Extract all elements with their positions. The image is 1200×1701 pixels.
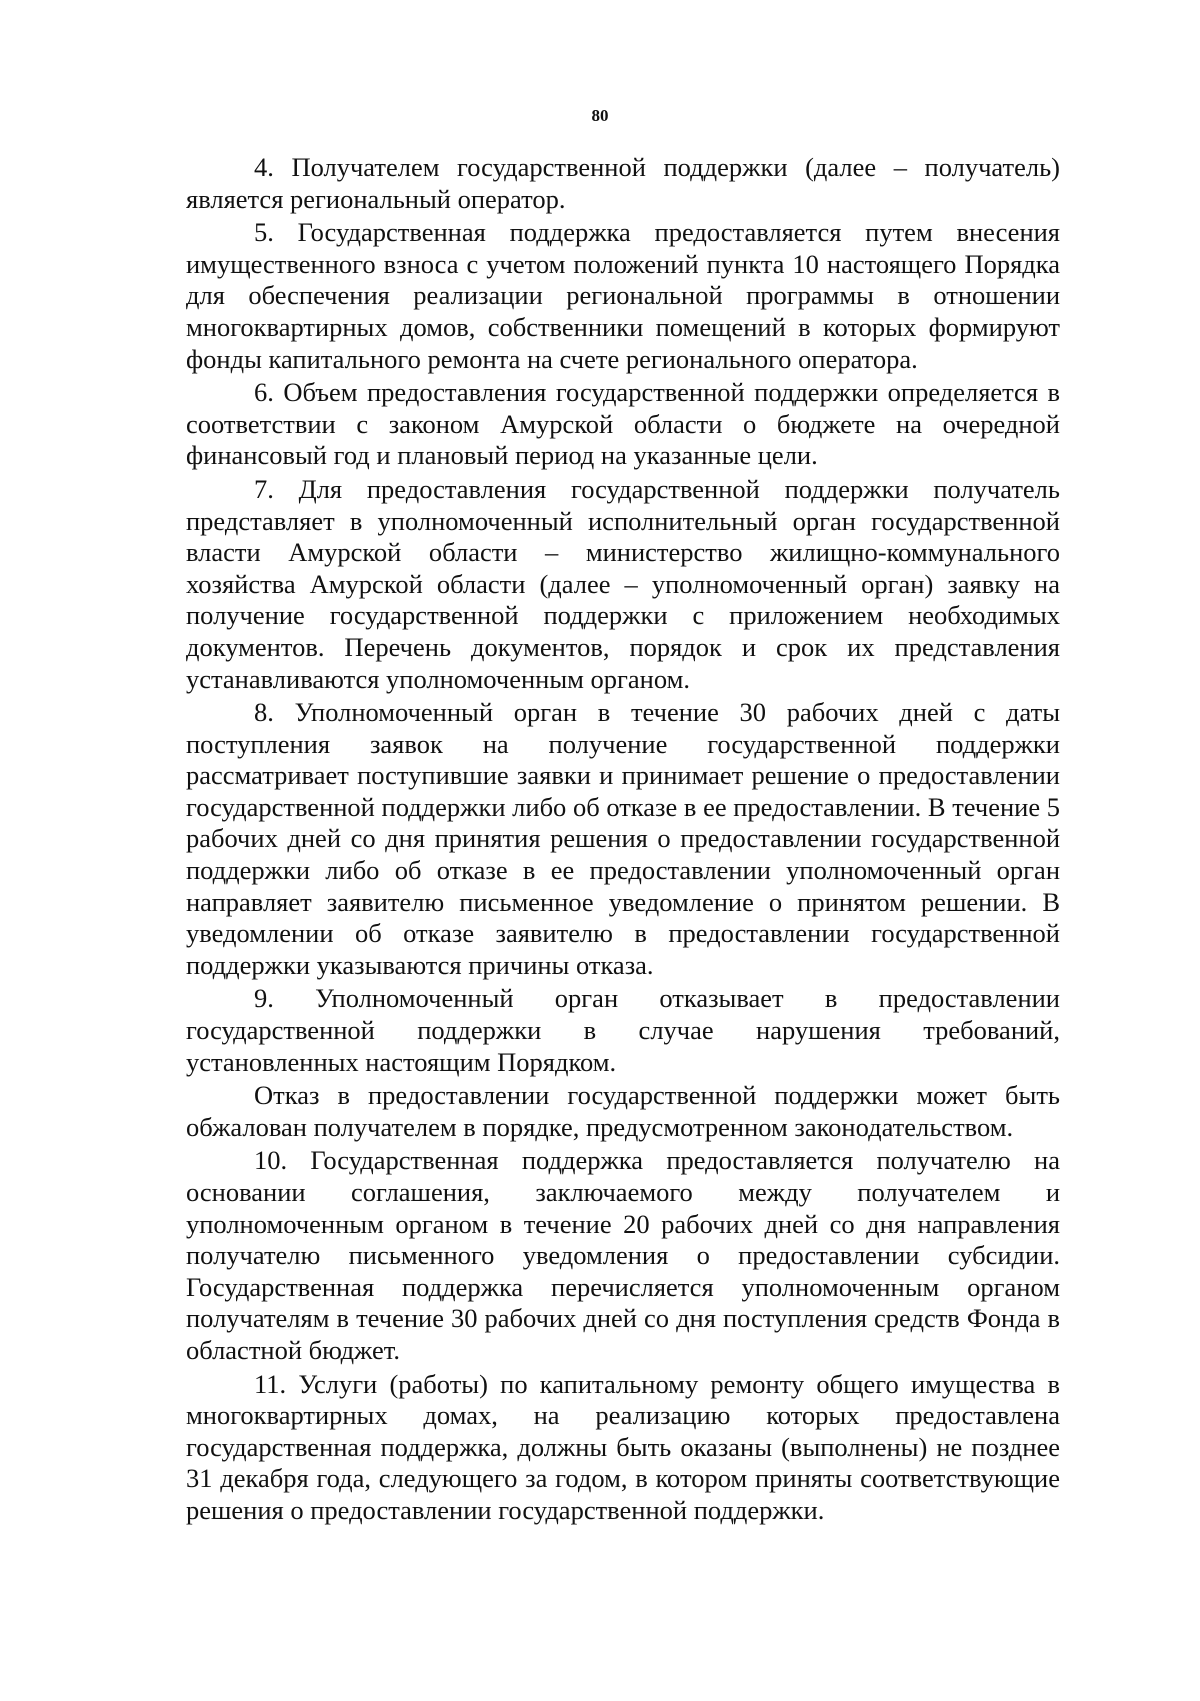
paragraph-item-9: 9. Уполномоченный орган отказывает в предоставлении государственной поддержки в случае нарушения требований, установленных настоящим Порядком.: [186, 983, 1060, 1077]
paragraph-item-6: 6. Объем предоставления государственной поддержки определяется в соответствии с законом Амурской области о бюджете на очередной финансовый год и плановый период на указанные цели.: [186, 377, 1060, 471]
document-body: [186, 152, 1060, 1529]
paragraph-item-11: 11. Услуги (работы) по капитальному ремонту общего имущества в многоквартирных домах, на реализацию которых предоставлена государственная поддержка, должны быть оказаны (выполнены) не позднее 31 декабря года, следующего за годом, в котором приняты соответствующие решения о предоставлении государственной поддержки.: [186, 1368, 1060, 1525]
paragraph-item-10: 10. Государственная поддержка предоставляется получателю на основании соглашения, заключаемого между получателем и уполномоченным органом в течение 20 рабочих дней со дня направления получателю письменного уведомления о предоставлении субсидии. Государственная поддержка перечисляется уполномоченным органом получателям в течение 30 рабочих дней со дня поступления средств Фонда в областной бюджет.: [186, 1145, 1060, 1365]
paragraph-item-5: 5. Государственная поддержка предоставляется путем внесения имущественного взноса с учетом положений пункта 10 настоящего Порядка для обеспечения реализации региональной программы в отношении многоквартирных домов, собственники помещений в которых формируют фонды капитального ремонта на счете регионального оператора.: [186, 217, 1060, 374]
paragraph-item-8: 8. Уполномоченный орган в течение 30 рабочих дней с даты поступления заявок на получение государственной поддержки рассматривает поступившие заявки и принимает решение о предоставлении государственной поддержки либо об отказе в ее предоставлении. В течение 5 рабочих дней со дня принятия решения о предоставлении государственной поддержки либо об отказе в ее предоставлении уполномоченный орган направляет заявителю письменное уведомление о принятом решении. В уведомлении об отказе заявителю в предоставлении государственной поддержки указываются причины отказа.: [186, 697, 1060, 980]
paragraph-item-4: 4. Получателем государственной поддержки (далее – получатель) является региональный оператор.: [186, 152, 1060, 214]
page-number: 80: [591, 106, 609, 125]
paragraph-refusal-appeal: Отказ в предоставлении государственной поддержки может быть обжалован получателем в порядке, предусмотренном законодательством.: [186, 1080, 1060, 1142]
paragraph-item-7: 7. Для предоставления государственной поддержки получатель представляет в уполномоченный исполнительный орган государственной власти Амурской области – министерство жилищно-коммунального хозяйства Амурской области (далее – уполномоченный орган) заявку на получение государственной поддержки с приложением необходимых документов. Перечень документов, порядок и срок их представления устанавливаются уполномоченным органом.: [186, 473, 1060, 694]
